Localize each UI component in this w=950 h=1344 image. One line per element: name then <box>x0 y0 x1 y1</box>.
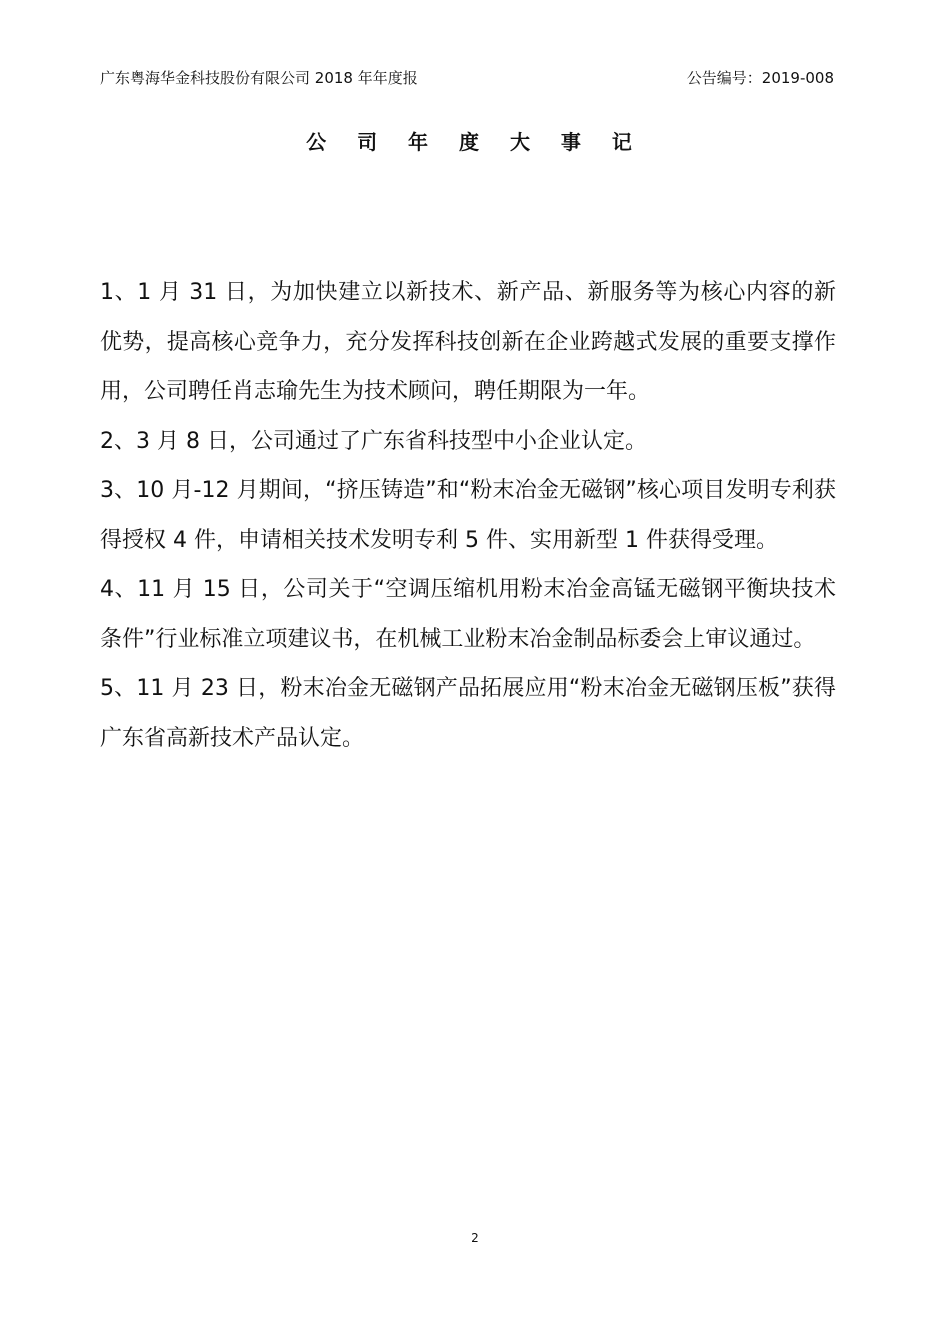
header-announcement-number: 公告编号：2019-008 <box>686 69 834 87</box>
events-list <box>100 268 836 763</box>
event-paragraph-2: 2、3 月 8 日，公司通过了广东省科技型中小企业认定。 <box>100 428 647 454</box>
event-paragraph-3: 3、10 月-12 月期间，“挤压铸造”和“粉末冶金无磁钢”核心项目发明专利获得授权 4 件，申请相关技术发明专利 5 件、实用新型 1 件获得受理。 <box>100 478 836 553</box>
header-company-report: 广东粤海华金科技股份有限公司 2018 年年度报 <box>100 69 418 87</box>
page-title: 公 司 年 度 大 事 记 <box>306 130 644 154</box>
event-paragraph-1: 1、1 月 31 日，为加快建立以新技术、新产品、新服务等为核心内容的新优势，提高核心竞争力，充分发挥科技创新在企业跨越式发展的重要支撑作用，公司聘任肖志瑜先生为技术顾问，聘任期限为一年。 <box>100 280 836 404</box>
event-paragraph-5: 5、11 月 23 日，粉末冶金无磁钢产品拓展应用“粉末冶金无磁钢压板”获得广东省高新技术产品认定。 <box>100 676 836 751</box>
event-paragraph-4: 4、11 月 15 日，公司关于“空调压缩机用粉末冶金高锰无磁钢平衡块技术条件”行业标准立项建议书，在机械工业粉末冶金制品标委会上审议通过。 <box>100 577 836 652</box>
page-number: 2 <box>471 1231 479 1245</box>
